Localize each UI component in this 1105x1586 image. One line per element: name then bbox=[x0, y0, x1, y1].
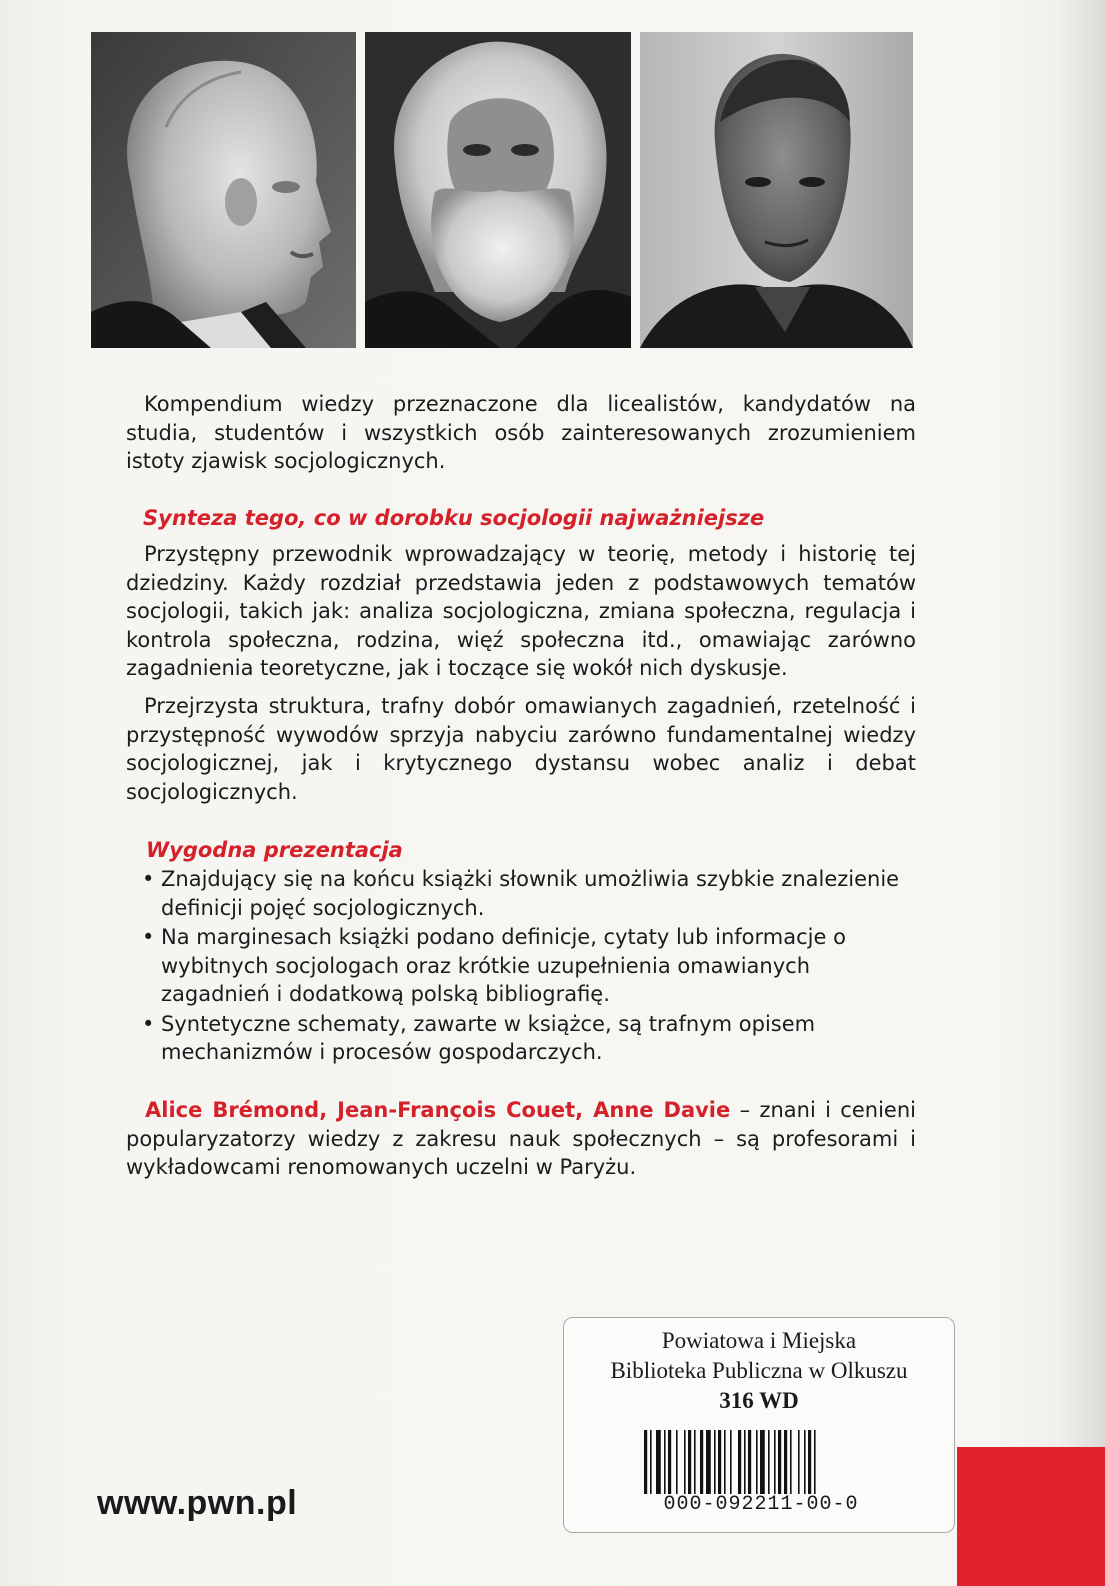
portrait-bearded-man bbox=[365, 32, 631, 348]
bullet-dot-icon: • bbox=[142, 925, 155, 949]
presentation-bullet-list bbox=[142, 865, 916, 1068]
bullet-item bbox=[142, 923, 916, 1009]
barcode-bar bbox=[644, 1430, 647, 1494]
author-names: Alice Brémond, Jean-François Couet, Anne Davie bbox=[145, 1098, 731, 1122]
barcode-bar bbox=[790, 1430, 792, 1494]
section-heading-presentation: Wygodna prezentacja bbox=[146, 838, 403, 862]
barcode-bar bbox=[694, 1430, 696, 1494]
cover-edge-shadow bbox=[1057, 0, 1105, 1586]
intro-paragraph: Kompendium wiedzy przeznaczone dla licealistów, kandydatów na studia, studentów i wszystkich osób zainteresowanych zrozumieniem istoty zjawisk socjologicznych. bbox=[126, 392, 916, 473]
bullet-dot-icon: • bbox=[142, 867, 155, 891]
barcode-bar bbox=[730, 1430, 732, 1494]
portrait-front-man bbox=[640, 32, 913, 348]
library-name-line1: Powiatowa i Miejska bbox=[661, 1328, 857, 1353]
barcode-bar bbox=[760, 1430, 765, 1494]
barcode-bar bbox=[738, 1430, 741, 1494]
bullet-text: Znajdujący się na końcu książki słownik umożliwia szybkie znalezienie definicji pojęć socjologicznych. bbox=[161, 867, 900, 920]
portrait-strip bbox=[91, 32, 913, 348]
barcode-bar bbox=[706, 1430, 711, 1494]
barcode bbox=[644, 1430, 876, 1494]
barcode-bar bbox=[700, 1430, 703, 1494]
library-shelf-code: 316 WD bbox=[719, 1388, 799, 1413]
barcode-bar bbox=[774, 1430, 776, 1494]
barcode-number: 000-092211-00-0 bbox=[663, 1493, 859, 1516]
barcode-bar bbox=[808, 1430, 811, 1494]
barcode-bar bbox=[756, 1430, 758, 1494]
bullet-item bbox=[142, 865, 916, 922]
portrait-profile-man bbox=[91, 32, 356, 348]
barcode-bar bbox=[798, 1430, 800, 1494]
barcode-bar bbox=[784, 1430, 787, 1494]
barcode-bar bbox=[650, 1430, 652, 1494]
synthesis-paragraph-1: Przystępny przewodnik wprowadzający w teorię, metody i historię tej dziedziny. Każdy rozdział przedstawia jeden z podstawowych tematów socjologii, takich jak: analiza socjologiczna, zmiana społeczna, regulacja i kontrola społeczna, rodzina, więź społeczna itd., omawiając zarówno zagadnienia teoretyczne, jak i toczące się wokół nich dyskusje. bbox=[126, 542, 916, 680]
library-name-line2: Biblioteka Publiczna w Olkuszu bbox=[610, 1358, 908, 1383]
bullet-text: Syntetyczne schematy, zawarte w książce, są trafnym opisem mechanizmów i procesów gospodarczych. bbox=[161, 1011, 816, 1064]
barcode-bar bbox=[714, 1430, 716, 1494]
barcode-bar bbox=[664, 1430, 666, 1494]
barcode-bar bbox=[814, 1430, 816, 1494]
barcode-bar bbox=[778, 1430, 781, 1494]
barcode-bar bbox=[744, 1430, 746, 1494]
bullet-text: Na marginesach książki podano definicje, cytaty lub informacje o wybitnych socjologach oraz krótkie uzupełnienia omawianych zagadnień i dodatkową polską bibliografię. bbox=[161, 925, 846, 1006]
bullet-dot-icon: • bbox=[142, 1011, 155, 1036]
authors-description: – znani i cenieni popularyzatorzy wiedzy z zakresu nauk społecznych – są profesorami i wykładowcami renomowanych uczelni w Paryżu. bbox=[126, 1098, 916, 1179]
bullet-item bbox=[142, 1010, 916, 1067]
barcode-bar bbox=[768, 1430, 770, 1494]
red-corner-block bbox=[957, 1447, 1105, 1586]
barcode-bar bbox=[676, 1430, 678, 1494]
publisher-website: www.pwn.pl bbox=[97, 1484, 298, 1522]
barcode-bar bbox=[804, 1430, 806, 1494]
barcode-bar bbox=[718, 1430, 721, 1494]
barcode-bar bbox=[656, 1430, 661, 1494]
barcode-bar bbox=[684, 1430, 686, 1494]
barcode-bar bbox=[724, 1430, 726, 1494]
synthesis-paragraph-2: Przejrzysta struktura, trafny dobór omawianych zagadnień, rzetelność i przystępność wywodów sprzyja nabyciu zarówno fundamentalnej wiedzy socjologicznej, jak i krytycznego dystansu wobec analiz i debat socjologicznych. bbox=[126, 694, 916, 804]
barcode-bar bbox=[688, 1430, 691, 1494]
authors-paragraph bbox=[126, 1096, 916, 1182]
barcode-bar bbox=[748, 1430, 751, 1494]
section-heading-synthesis: Synteza tego, co w dorobku socjologii najważniejsze bbox=[143, 506, 765, 530]
library-label bbox=[563, 1317, 955, 1533]
barcode-bar bbox=[668, 1430, 671, 1494]
